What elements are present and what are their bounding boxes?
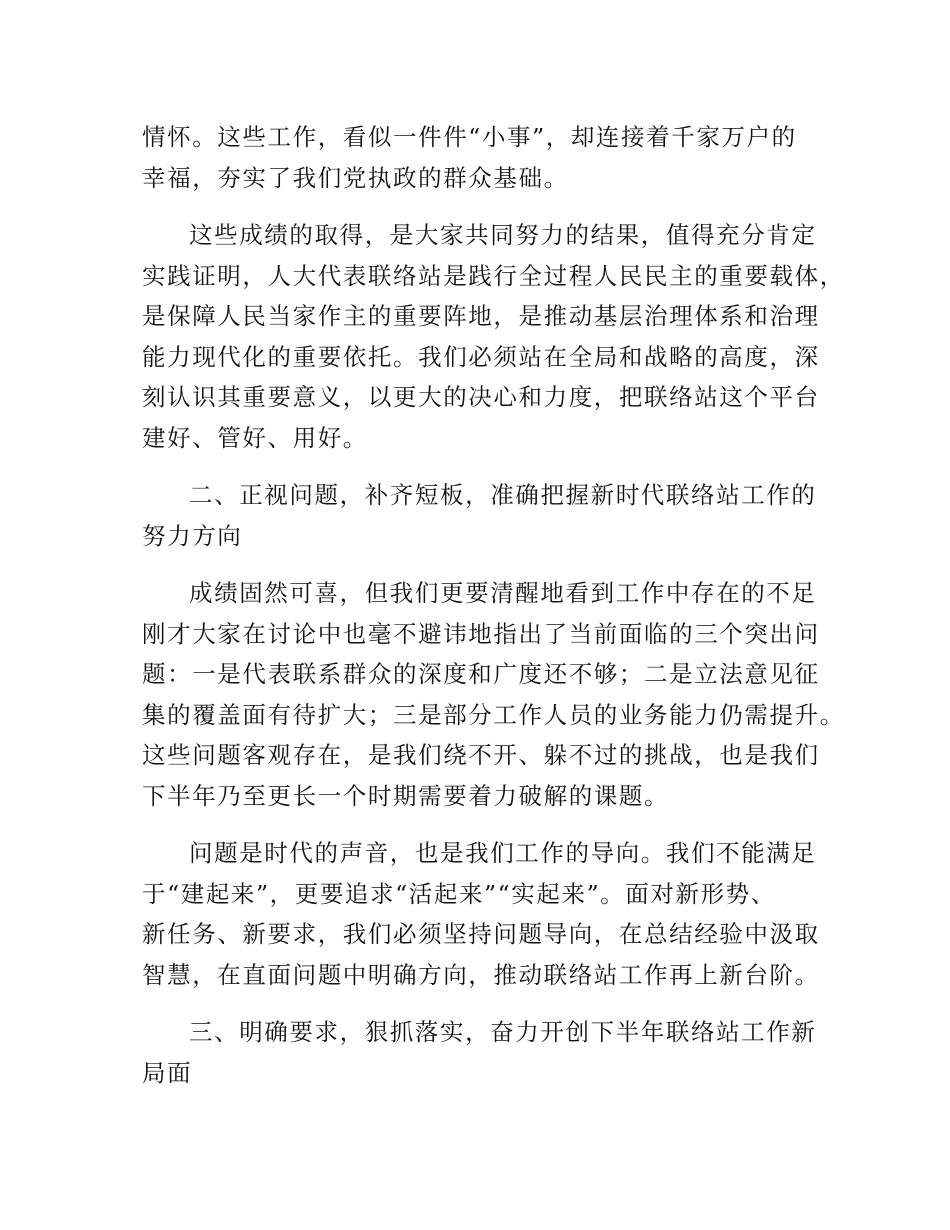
text-line: 成绩固然可喜，但我们更要清醒地看到工作中存在的不足	[189, 579, 817, 607]
text-line: 这些问题客观存在，是我们绕不开、躲不过的挑战，也是我们	[142, 741, 820, 769]
text-line: 幸福，夯实了我们党执政的群众基础。	[142, 163, 569, 192]
paragraph-problems	[142, 573, 845, 816]
heading-line: 局面	[142, 1058, 193, 1087]
text-line: 智慧，在直面问题中明确方向，推动联络站工作再上新台阶。	[142, 960, 820, 989]
heading-line: 努力方向	[142, 521, 243, 550]
text-line: 刚才大家在讨论中也毫不避讳地指出了当前面临的三个突出问	[142, 619, 820, 648]
text-line: 集的覆盖面有待扩大；三是部分工作人员的业务能力仍需提升。	[142, 700, 845, 729]
section-heading-2	[142, 475, 817, 556]
text-line: 下半年乃至更长一个时期需要着力破解的课题。	[142, 781, 670, 810]
section-heading-3	[142, 1012, 817, 1093]
text-line: 能力现代化的重要依托。我们必须站在全局和战略的高度，深	[142, 342, 820, 371]
text-line: 题：一是代表联系群众的深度和广度还不够；二是立法意见征	[142, 660, 820, 688]
heading-line: 三、明确要求，狠抓落实，奋力开创下半年联络站工作新	[189, 1018, 817, 1046]
text-line: 建好、管好、用好。	[142, 423, 368, 452]
heading-line: 二、正视问题，补齐短板，准确把握新时代联络站工作的	[189, 481, 817, 509]
paragraph-achievements	[142, 215, 845, 458]
text-line: 情怀。这些工作，看似一件件“小事”，却连接着千家万户的	[142, 123, 797, 151]
text-line: 于“建起来”，更要追求“活起来”“实起来”。面对新形势、	[142, 879, 776, 908]
paragraph-orientation	[142, 833, 820, 995]
text-line: 刻认识其重要意义，以更大的决心和力度，把联络站这个平台	[142, 383, 820, 411]
text-line: 问题是时代的声音，也是我们工作的导向。我们不能满足	[189, 839, 817, 867]
document-body	[142, 117, 845, 1093]
text-line: 实践证明，人大代表联络站是践行全过程人民民主的重要载体，	[142, 261, 845, 290]
text-line: 这些成绩的取得，是大家共同努力的结果，值得充分肯定	[189, 221, 817, 249]
paragraph-continuation	[142, 117, 812, 198]
text-line: 新任务、新要求，我们必须坚持问题导向，在总结经验中汲取	[142, 920, 820, 948]
text-line: 是保障人民当家作主的重要阵地，是推动基层治理体系和治理	[142, 302, 820, 330]
